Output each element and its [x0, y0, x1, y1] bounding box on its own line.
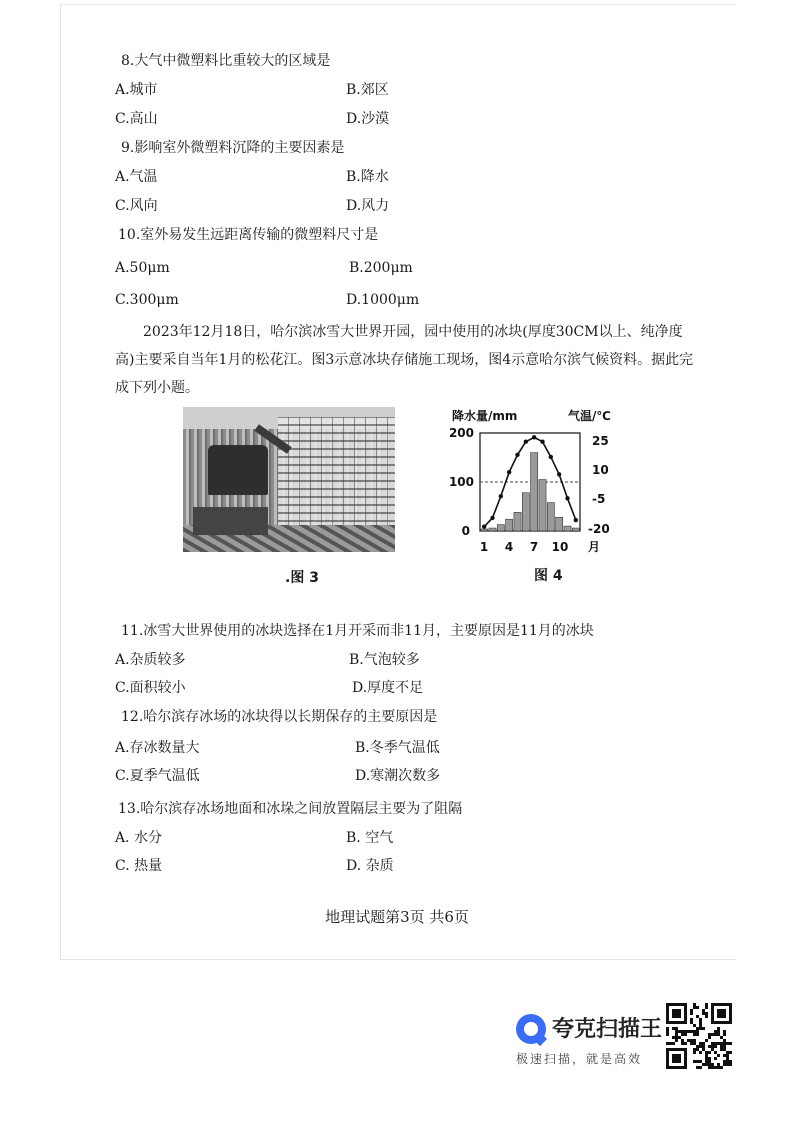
q13-option-c: C. 热量 — [115, 858, 163, 874]
q10-option-b: B.200μm — [349, 260, 413, 276]
left-tick-200: 200 — [448, 426, 474, 440]
q11-option-b: B.气泡较多 — [349, 652, 420, 668]
precip-bar-month-10 — [556, 517, 563, 531]
right-tick-neg20: -20 — [588, 522, 610, 536]
q10-option-a: A.50μm — [115, 260, 170, 276]
temperature-point-month-9 — [549, 455, 553, 459]
q9-stem: 9.影响室外微塑料沉降的主要因素是 — [121, 140, 345, 156]
temperature-point-month-10 — [557, 472, 561, 476]
q9-option-a: A.气温 — [115, 169, 158, 185]
precip-bar-month-2 — [489, 528, 496, 531]
left-axis-label: 降水量/mm — [452, 409, 518, 423]
temperature-point-month-12 — [574, 518, 578, 522]
precip-bar-month-8 — [539, 480, 546, 531]
temperature-point-month-3 — [499, 494, 503, 498]
scanner-logo-icon — [516, 1014, 546, 1044]
q11-option-a: A.杂质较多 — [115, 652, 186, 668]
q8-option-d: D.沙漠 — [346, 111, 390, 127]
precip-bar-month-1 — [481, 529, 488, 531]
q8-option-b: B.郊区 — [346, 82, 389, 98]
precip-bar-month-11 — [564, 526, 571, 531]
scanner-brand-name: 夸克扫描王 — [552, 1017, 663, 1042]
qr-code-icon — [666, 1003, 732, 1069]
precip-bar-month-6 — [522, 493, 529, 531]
q12-option-d: D.寒潮次数多 — [355, 768, 441, 784]
right-tick-10: 10 — [592, 463, 609, 477]
right-tick-neg5: -5 — [592, 492, 606, 506]
temperature-point-month-2 — [490, 516, 494, 520]
precip-bar-month-3 — [497, 525, 504, 531]
q12-option-b: B.冬季气温低 — [355, 740, 440, 756]
x-tick-4: 4 — [504, 540, 514, 554]
x-unit: 月 — [588, 540, 601, 554]
q10-option-d: D.1000μm — [346, 292, 420, 308]
temperature-point-month-11 — [565, 496, 569, 500]
q13-option-b: B. 空气 — [346, 830, 394, 846]
q10-option-c: C.300μm — [115, 292, 179, 308]
q12-option-c: C.夏季气温低 — [115, 768, 200, 784]
q9-option-b: B.降水 — [346, 169, 389, 185]
q13-option-d: D. 杂质 — [346, 858, 394, 874]
right-tick-25: 25 — [592, 434, 609, 448]
figure-3-caption: .图 3 — [285, 570, 319, 586]
q11-stem: 11.冰雪大世界使用的冰块选择在1月开采而非11月，主要原因是11月的冰块 — [121, 623, 594, 639]
q13-stem: 13.哈尔滨存冰场地面和冰垛之间放置隔层主要为了阻隔 — [118, 801, 463, 817]
q10-stem: 10.室外易发生远距离传输的微塑料尺寸是 — [118, 227, 379, 243]
q9-option-d: D.风力 — [346, 198, 390, 214]
left-tick-0: 0 — [461, 524, 470, 538]
q13-option-a: A. 水分 — [115, 830, 163, 846]
temperature-point-month-8 — [540, 440, 544, 444]
q12-option-a: A.存冰数量大 — [115, 740, 200, 756]
left-tick-100: 100 — [448, 475, 474, 489]
q8-option-c: C.高山 — [115, 111, 158, 127]
precip-bar-month-7 — [531, 453, 538, 531]
right-axis-label: 气温/℃ — [568, 409, 611, 423]
x-tick-7: 7 — [529, 540, 539, 554]
temperature-point-month-1 — [482, 524, 486, 528]
q12-stem: 12.哈尔滨存冰场的冰块得以长期保存的主要原因是 — [121, 709, 438, 725]
q8-option-a: A.城市 — [115, 82, 158, 98]
ice-storage-photo — [183, 407, 395, 552]
temperature-point-month-5 — [515, 453, 519, 457]
precip-bar-month-12 — [572, 528, 579, 531]
precip-bar-month-4 — [506, 519, 513, 531]
scanner-slogan: 极速扫描，就是高效 — [516, 1052, 643, 1066]
q11-option-c: C.面积较小 — [115, 680, 186, 696]
q9-option-c: C.风向 — [115, 198, 158, 214]
x-tick-1: 1 — [479, 540, 489, 554]
page-footer: 地理试题第3页 共6页 — [325, 908, 469, 926]
climate-chart-svg — [420, 402, 620, 587]
climate-chart — [420, 402, 620, 587]
precip-bar-month-5 — [514, 512, 521, 531]
figure-4-caption: 图 4 — [534, 568, 563, 584]
x-tick-10: 10 — [551, 540, 569, 554]
q8-stem: 8.大气中微塑料比重较大的区域是 — [121, 53, 331, 69]
temperature-point-month-6 — [524, 440, 528, 444]
temperature-point-month-4 — [507, 470, 511, 474]
reading-passage: 2023年12月18日，哈尔滨冰雪大世界开园，园中使用的冰块(厚度30CM以上、纯净度高)主要采自当年1月的松花江。图3示意冰块存储施工现场，图4示意哈尔滨气候资料。据此完成下列小题。 — [115, 324, 694, 396]
temperature-point-month-7 — [532, 435, 536, 439]
precip-bar-month-9 — [547, 503, 554, 531]
q11-option-d: D.厚度不足 — [352, 680, 424, 696]
